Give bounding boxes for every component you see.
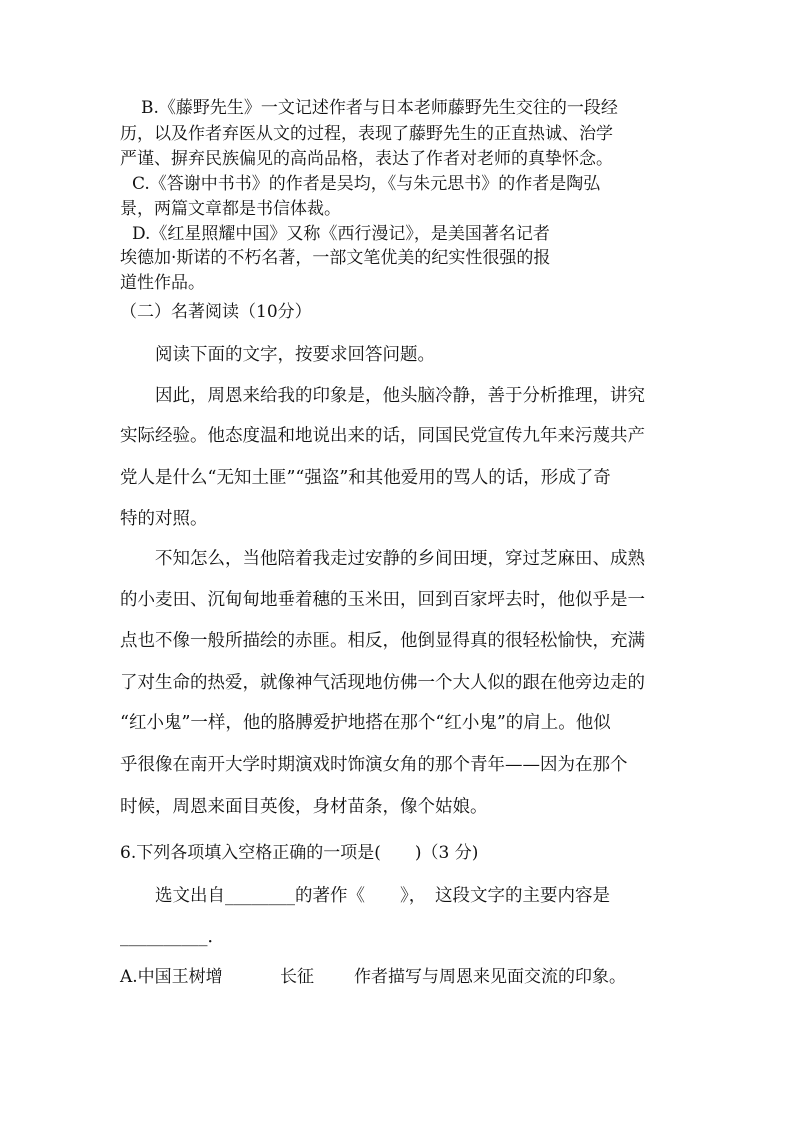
option-b-line-2: 历，以及作者弃医从文的过程，表现了藤野先生的正直热诚、治学 <box>120 124 613 144</box>
passage-line: 时候，周恩来面目英俊，身材苗条，像个姑娘。 <box>120 797 488 817</box>
passage-line: 乎很像在南开大学时期演戏时饰演女角的那个青年——因为在那个 <box>120 755 628 775</box>
passage-line: 点也不像一般所描绘的赤匪。相反，他倒显得真的很轻松愉快，充满 <box>120 631 645 651</box>
passage-line: 实际经验。他态度温和地说出来的话，同国民党宣传九年来污蔑共产 <box>120 426 645 446</box>
option-b-line-3: 严谨、摒弃民族偏见的高尚品格，表达了作者对老师的真挚怀念。 <box>120 149 613 169</box>
passage-line: 了对生命的热爱，就像神气活现地仿佛一个大人似的跟在他旁边走的 <box>120 673 645 693</box>
option-a-book: 长征 <box>280 967 314 987</box>
reading-instruction: 阅读下面的文字，按要求回答问题。 <box>155 345 435 365</box>
passage-line: 党人是什么“无知土匪”“强盗”和其他爱用的骂人的话，形成了奇 <box>120 468 611 488</box>
option-a-content: 作者描写与周恩来见面交流的印象。 <box>354 967 626 987</box>
question-6-stem: 6.下列各项填入空格正确的一项是( )（3 分) <box>120 843 479 863</box>
question-6-prompt-line-1: 选文出自________的著作《 》， 这段文字的主要内容是 <box>155 886 610 906</box>
option-d-line-1: D.《红星照耀中国》又称《西行漫记》，是美国著名记者 <box>132 224 550 244</box>
section-heading: （二）名著阅读（10分） <box>120 302 312 322</box>
option-b-line-1: B.《藤野先生》一文记述作者与日本老师藤野先生交往的一段经 <box>141 98 618 118</box>
option-c-line-2: 景，两篇文章都是书信体裁。 <box>120 199 341 219</box>
option-a-author: A.中国王树增 <box>120 967 223 987</box>
option-d-line-2: 埃德加·斯诺的不朽名著，一部文笔优美的纪实性很强的报 <box>120 248 551 268</box>
passage-line: 因此，周恩来给我的印象是，他头脑冷静，善于分析推理，讲究 <box>155 386 645 406</box>
option-d-line-3: 道性作品。 <box>120 273 205 293</box>
passage-line: “红小鬼”一样，他的胳膊爱护地搭在那个“红小鬼”的肩上。他似 <box>120 713 611 733</box>
passage-line: 不知怎么，当他陪着我走过安静的乡间田埂，穿过芝麻田、成熟 <box>155 549 645 569</box>
passage-line: 的小麦田、沉甸甸地垂着穗的玉米田，回到百家坪去时，他似乎是一 <box>120 590 645 610</box>
question-6-prompt-line-2: __________． <box>120 927 225 947</box>
option-c-line-1: C.《答谢中书书》的作者是吴均，《与朱元思书》的作者是陶弘 <box>132 174 601 194</box>
passage-line: 特的对照。 <box>120 509 208 529</box>
